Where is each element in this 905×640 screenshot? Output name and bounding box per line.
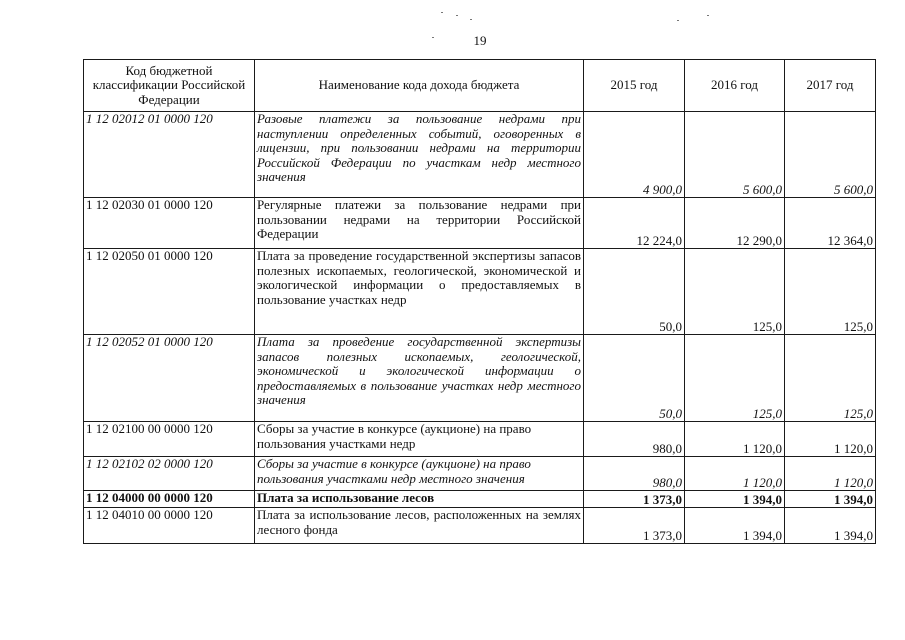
row-value-2015: 980,0 <box>584 457 685 491</box>
row-value-2016: 1 120,0 <box>685 457 785 491</box>
row-name: Сборы за участие в конкурсе (аукционе) на право пользования участками недр <box>255 422 584 457</box>
row-code: 1 12 02102 02 0000 120 <box>84 457 255 491</box>
scan-speck <box>456 15 458 16</box>
table-row <box>84 491 876 508</box>
row-name: Плата за проведение государственной экспертизы запасов полезных ископаемых, геологической, экономической и экологической информации о предоставляемых в пользование участках недр <box>255 249 584 335</box>
scan-speck <box>470 19 472 20</box>
table-row <box>84 198 876 249</box>
budget-revenue-table <box>83 59 876 544</box>
row-value-2017: 1 394,0 <box>785 508 876 544</box>
row-value-2015: 1 373,0 <box>584 508 685 544</box>
row-value-2016: 1 120,0 <box>685 422 785 457</box>
row-code: 1 12 02030 01 0000 120 <box>84 198 255 249</box>
table-row <box>84 422 876 457</box>
row-value-2017: 125,0 <box>785 335 876 422</box>
row-value-2016: 12 290,0 <box>685 198 785 249</box>
row-value-2017: 5 600,0 <box>785 112 876 198</box>
row-code: 1 12 02100 00 0000 120 <box>84 422 255 457</box>
row-value-2015: 50,0 <box>584 249 685 335</box>
scan-speck <box>677 20 679 21</box>
row-code: 1 12 04010 00 0000 120 <box>84 508 255 544</box>
row-value-2016: 1 394,0 <box>685 491 785 508</box>
row-value-2015: 12 224,0 <box>584 198 685 249</box>
header-code: Код бюджетной классификации Российской Федерации <box>84 60 255 112</box>
scan-speck <box>432 37 434 38</box>
table-header-row <box>84 60 876 112</box>
scan-speck <box>707 15 709 16</box>
scan-speck <box>441 12 443 13</box>
row-code: 1 12 04000 00 0000 120 <box>84 491 255 508</box>
row-value-2015: 4 900,0 <box>584 112 685 198</box>
table-row <box>84 508 876 544</box>
row-value-2016: 125,0 <box>685 249 785 335</box>
page-number: 19 <box>473 33 487 48</box>
row-name: Плата за проведение государственной экспертизы запасов полезных ископаемых, геологической, экономической и экологической информации о предоставляемых в пользование участках недр местного значения <box>255 335 584 422</box>
row-name: Разовые платежи за пользование недрами при наступлении определенных событий, оговоренных в лицензии, при пользовании недрами на территории Российской Федерации по участкам недр местного значения <box>255 112 584 198</box>
row-name: Плата за использование лесов <box>255 491 584 508</box>
row-value-2015: 50,0 <box>584 335 685 422</box>
row-value-2017: 125,0 <box>785 249 876 335</box>
row-value-2016: 1 394,0 <box>685 508 785 544</box>
table-row <box>84 112 876 198</box>
row-code: 1 12 02012 01 0000 120 <box>84 112 255 198</box>
row-name: Сборы за участие в конкурсе (аукционе) на право пользования участками недр местного значения <box>255 457 584 491</box>
header-2015: 2015 год <box>584 60 685 112</box>
header-2016: 2016 год <box>685 60 785 112</box>
row-value-2015: 980,0 <box>584 422 685 457</box>
row-value-2017: 12 364,0 <box>785 198 876 249</box>
row-value-2017: 1 120,0 <box>785 457 876 491</box>
header-2017: 2017 год <box>785 60 876 112</box>
table-row <box>84 249 876 335</box>
row-code: 1 12 02052 01 0000 120 <box>84 335 255 422</box>
row-value-2016: 125,0 <box>685 335 785 422</box>
header-name: Наименование кода дохода бюджета <box>255 60 584 112</box>
table-row <box>84 335 876 422</box>
row-value-2015: 1 373,0 <box>584 491 685 508</box>
row-name: Плата за использование лесов, расположенных на землях лесного фонда <box>255 508 584 544</box>
row-value-2017: 1 120,0 <box>785 422 876 457</box>
row-name: Регулярные платежи за пользование недрами при пользовании недрами на территории Российской Федерации <box>255 198 584 249</box>
table-row <box>84 457 876 491</box>
row-code: 1 12 02050 01 0000 120 <box>84 249 255 335</box>
row-value-2016: 5 600,0 <box>685 112 785 198</box>
row-value-2017: 1 394,0 <box>785 491 876 508</box>
